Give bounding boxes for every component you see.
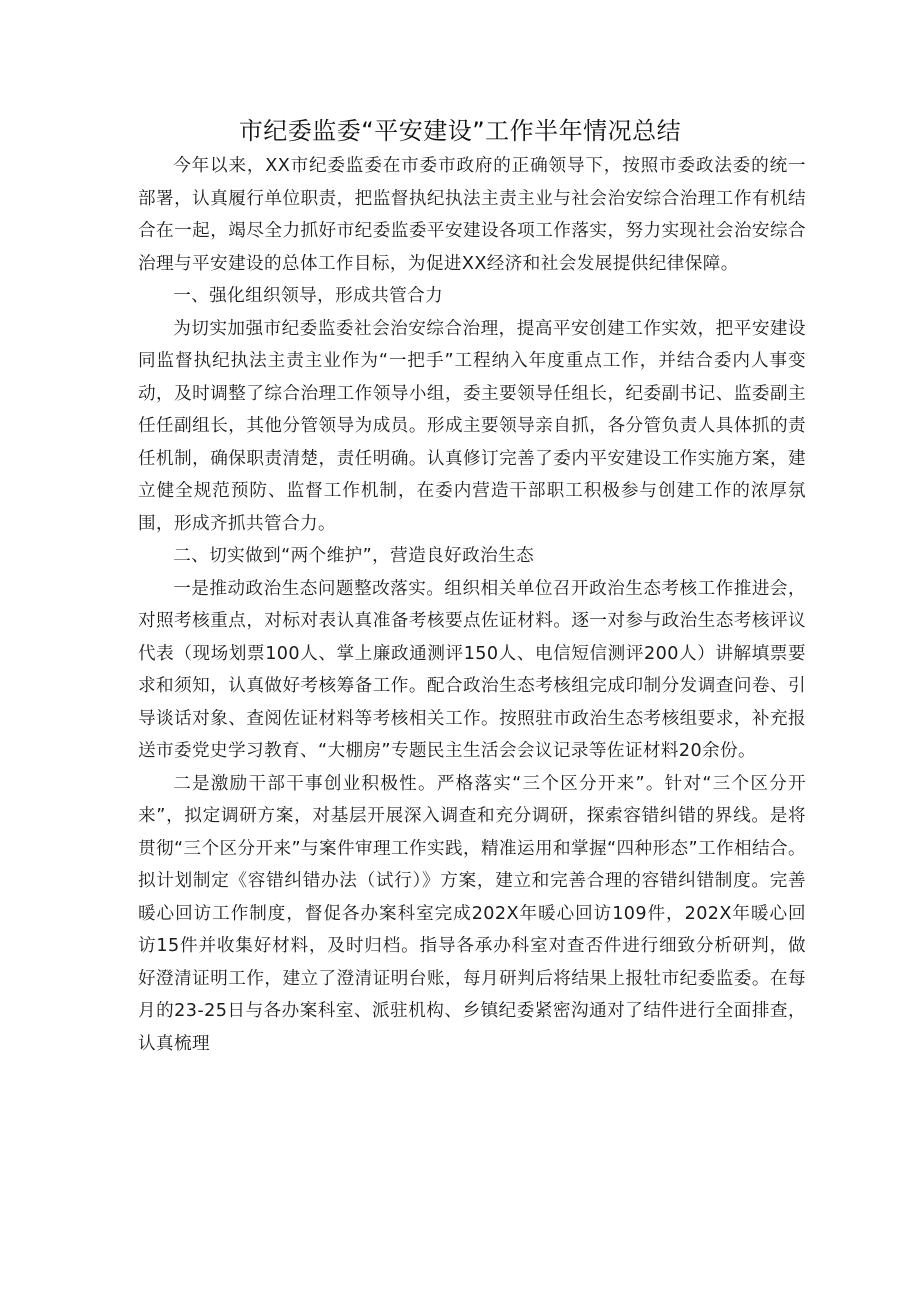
- section-1-paragraph: 为切实加强市纪委监委社会治安综合治理，提高平安创建工作实效，把平安建设同监督执纪执法主责主业作为“一把手”工程纳入年度重点工作，并结合委内人事变动，及时调整了综合治理工作领导小组，委主要领导任组长，纪委副书记、监委副主任任副组长，其他分管领导为成员。形成主要领导亲自抓，各分管负责人具体抓的责任机制，确保职责清楚，责任明确。认真修订完善了委内平安建设工作实施方案，建立健全规范预防、监督工作机制，在委内营造干部职工积极参与创建工作的浓厚氛围，形成齐抓共管合力。: [138, 318, 806, 534]
- document-body: [138, 150, 806, 1060]
- intro-paragraph: 今年以来，XX市纪委监委在市委市政府的正确领导下，按照市委政法委的统一部署，认真履行单位职责，把监督执纪执法主责主业与社会治安综合治理工作有机结合在一起，竭尽全力抓好市纪委监委平安建设各项工作落实，努力实现社会治安综合治理与平安建设的总体工作目标，为促进XX经济和社会发展提供纪律保障。: [138, 156, 806, 274]
- section-heading-2: 二、切实做到“两个维护”，营造良好政治生态: [173, 546, 535, 566]
- section-heading-1: 一、强化组织领导，形成共管合力: [173, 286, 444, 306]
- document-title: 市纪委监委“平安建设”工作半年情况总结: [238, 117, 682, 145]
- section-2-paragraph-1: 一是推动政治生态问题整改落实。组织相关单位召开政治生态考核工作推进会，对照考核重点，对标对表认真准备考核要点佐证材料。逐一对参与政治生态考核评议代表（现场划票100人、掌上廉政通测评150人、电信短信测评200人）讲解填票要求和须知，认真做好考核筹备工作。配合政治生态考核组完成印制分发调查问卷、引导谈话对象、查阅佐证材料等考核相关工作。按照驻市政治生态考核组要求，补充报送市委党史学习教育、“大棚房”专题民主生活会会议记录等佐证材料20余份。: [138, 578, 806, 761]
- section-2-paragraph-2: 二是激励干部干事创业积极性。严格落实“三个区分开来”。针对“三个区分开来”，拟定调研方案，对基层开展深入调查和充分调研，探索容错纠错的界线。是将贯彻“三个区分开来”与案件审理工作实践，精准运用和掌握“四种形态”工作相结合。拟计划制定《容错纠错办法（试行）》方案，建立和完善合理的容错纠错制度。完善暖心回访工作制度，督促各办案科室完成202X年暖心回访109件，202X年暖心回访15件并收集好材料，及时归档。指导各承办科室对查否件进行细致分析研判，做好澄清证明工作，建立了澄清证明台账，每月研判后将结果上报牡市纪委监委。在每月的23-25日与各办案科室、派驻机构、乡镇纪委紧密沟通对了结件进行全面排查，认真梳理: [138, 773, 806, 1054]
